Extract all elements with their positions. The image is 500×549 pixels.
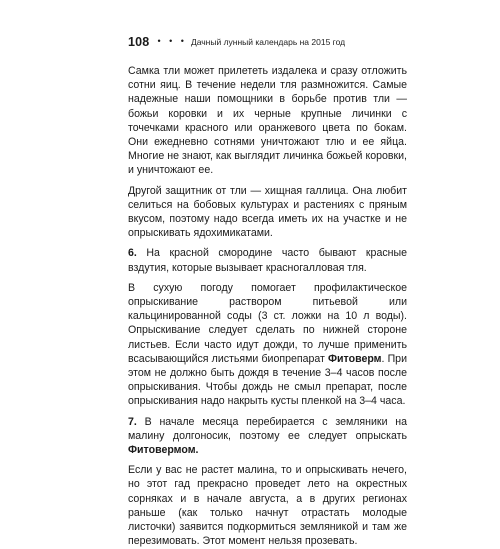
bold-text: Фитовермом. (128, 444, 199, 457)
text-run: Самка тли может прилететь издалека и сразу отложить сотни яиц. В течение недели тля размножится. Самые надежные наши помощники в борьбе против тли — божьи коровки и их черные крупные личинки с точечками красного или оранжевого цвета по бокам. Они ежедневно сотнями уничтожают тлю и ее яйца. Многие не знают, как выглядит личинка божьей коровки, и уничтожают ее. (128, 65, 407, 177)
text-run: . При этом не должно быть дождя в течение 3–4 часов после опрыскивания. Чтобы дождь не смыл препарат, после опрыскивания надо накрыть кусты пленкой на 3–4 часа. (128, 352, 407, 408)
text-run: В сухую погоду помогает профилактическое опрыскивание раствором питьевой или кальцинированной соды (3 ст. ложки на 10 л воды). Опрыскивание следует сделать по нижней стороне листьев. Если часто идут дожди, то лучше применить всасывающийся листьями биопрепарат (128, 281, 407, 365)
paragraph (128, 184, 407, 241)
text-run: На красной смородине часто бывают красные вздутия, которые вызывает красногалловая тля. (128, 247, 407, 274)
header-dots: • • • (157, 36, 187, 46)
bold-text: 6. (128, 247, 137, 260)
paragraph (128, 463, 407, 548)
paragraph (128, 64, 407, 178)
paragraph (128, 246, 407, 274)
text-run: Другой защитник от тли — хищная галлица. Она любит селиться на бобовых культурах и растениях с пряным вкусом, поэтому надо всегда иметь их на участке и не опрыскивать ядохимикатами. (128, 184, 407, 240)
page-header (128, 34, 407, 50)
body-text (128, 64, 407, 549)
bold-text: 7. (128, 415, 137, 428)
paragraph (128, 281, 407, 409)
text-run: Если у вас не растет малина, то и опрыскивать нечего, но этот гад прекрасно проведет лето на окрестных сорняках и в начале августа, а в других регионах раньше (как только начнут отрастать молодые листочки) заявится подкормиться земляникой и там же перезимовать. Этот момент нельзя прозевать. (128, 464, 407, 548)
text-run: В начале месяца перебирается с земляники на малину долгоносик, поэтому ее следует опрыскать (128, 415, 407, 442)
running-title: Дачный лунный календарь на 2015 год (190, 37, 346, 47)
paragraph (128, 415, 407, 458)
bold-text: Фитоверм (328, 352, 382, 365)
page-number: 108 (128, 35, 150, 49)
